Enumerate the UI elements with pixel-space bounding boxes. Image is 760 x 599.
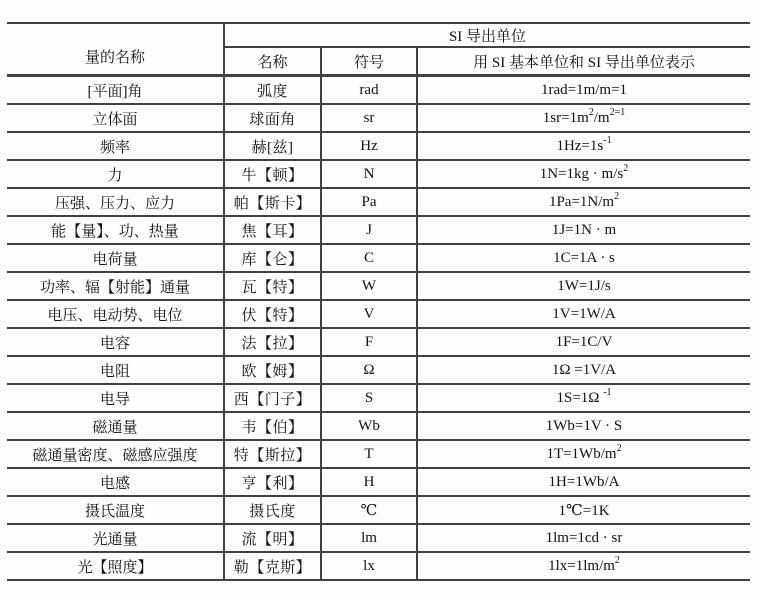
unit-symbol-cell: lx — [321, 552, 417, 580]
quantity-cell: 压强、压力、应力 — [7, 188, 224, 216]
unit-name-cell: 亨【利】 — [224, 468, 321, 496]
table-row — [7, 412, 750, 440]
unit-symbol-cell: Pa — [321, 188, 417, 216]
unit-expression-cell: 1rad=1m/m=1 — [417, 76, 750, 105]
unit-expression-cell: 1C=1A · s — [417, 244, 750, 272]
unit-symbol-cell: V — [321, 300, 417, 328]
unit-name-cell: 欧【姆】 — [224, 356, 321, 384]
quantity-cell: 立体面 — [7, 104, 224, 132]
unit-symbol-cell: rad — [321, 76, 417, 105]
unit-symbol-cell: H — [321, 468, 417, 496]
table-row — [7, 104, 750, 132]
quantity-cell: 磁通量 — [7, 412, 224, 440]
quantity-cell: 摄氏温度 — [7, 496, 224, 524]
unit-name-cell: 特【斯拉】 — [224, 440, 321, 468]
table-row — [7, 524, 750, 552]
table-row — [7, 188, 750, 216]
table-row — [7, 552, 750, 580]
unit-symbol-cell: C — [321, 244, 417, 272]
quantity-cell: [平面]角 — [7, 76, 224, 105]
unit-symbol-cell: Hz — [321, 132, 417, 160]
unit-expression-cell: 1F=1C/V — [417, 328, 750, 356]
unit-expression-cell: $1sr=1m^2/m^{2=1}$ — [417, 104, 750, 132]
unit-expression-cell: $1Pa=1N/m^2$ — [417, 188, 750, 216]
unit-expression-cell: 1H=1Wb/A — [417, 468, 750, 496]
unit-symbol-cell: S — [321, 384, 417, 412]
quantity-cell: 磁通量密度、磁感应强度 — [7, 440, 224, 468]
unit-symbol-cell: J — [321, 216, 417, 244]
header-unit-symbol: 符号 — [321, 47, 417, 76]
table-row — [7, 468, 750, 496]
unit-name-cell: 牛【顿】 — [224, 160, 321, 188]
table-row — [7, 76, 750, 105]
table-row — [7, 132, 750, 160]
unit-expression-cell: 1Wb=1V · S — [417, 412, 750, 440]
si-derived-units-table — [7, 22, 750, 581]
unit-expression-cell: 1lm=1cd · sr — [417, 524, 750, 552]
quantity-cell: 能【量】、功、热量 — [7, 216, 224, 244]
unit-name-cell: 法【拉】 — [224, 328, 321, 356]
unit-name-cell: 摄氏度 — [224, 496, 321, 524]
table-row — [7, 244, 750, 272]
unit-name-cell: 帕【斯卡】 — [224, 188, 321, 216]
quantity-cell: 频率 — [7, 132, 224, 160]
unit-expression-cell: $1T=1Wb/m^2$ — [417, 440, 750, 468]
table-row — [7, 160, 750, 188]
quantity-cell: 电导 — [7, 384, 224, 412]
table-row — [7, 356, 750, 384]
quantity-cell: 电压、电动势、电位 — [7, 300, 224, 328]
quantity-cell: 力 — [7, 160, 224, 188]
quantity-cell: 电阻 — [7, 356, 224, 384]
unit-symbol-cell: N — [321, 160, 417, 188]
quantity-cell: 电容 — [7, 328, 224, 356]
table-row — [7, 272, 750, 300]
header-row-group — [7, 23, 750, 47]
unit-name-cell: 西【门子】 — [224, 384, 321, 412]
unit-expression-cell: $1N=1kg \cdot m/s^2$ — [417, 160, 750, 188]
unit-name-cell: 库【仑】 — [224, 244, 321, 272]
header-unit-name: 名称 — [224, 47, 321, 76]
header-si-derived-units: SI 导出单位 — [224, 23, 750, 47]
unit-name-cell: 流【明】 — [224, 524, 321, 552]
header-quantity: 量的名称 — [7, 23, 224, 76]
table-row — [7, 216, 750, 244]
unit-expression-cell: 1℃=1K — [417, 496, 750, 524]
table-row — [7, 440, 750, 468]
unit-expression-cell: $1Hz=1s^{-1}$ — [417, 132, 750, 160]
unit-symbol-cell: Ω — [321, 356, 417, 384]
table-body — [7, 76, 750, 581]
quantity-cell: 光【照度】 — [7, 552, 224, 580]
table-row — [7, 300, 750, 328]
unit-name-cell: 韦【伯】 — [224, 412, 321, 440]
quantity-cell: 功率、辐【射能】通量 — [7, 272, 224, 300]
unit-symbol-cell: Wb — [321, 412, 417, 440]
unit-symbol-cell: T — [321, 440, 417, 468]
unit-symbol-cell: ℃ — [321, 496, 417, 524]
table-row — [7, 328, 750, 356]
unit-name-cell: 伏【特】 — [224, 300, 321, 328]
quantity-cell: 光通量 — [7, 524, 224, 552]
unit-name-cell: 球面角 — [224, 104, 321, 132]
unit-name-cell: 焦【耳】 — [224, 216, 321, 244]
unit-name-cell: 弧度 — [224, 76, 321, 105]
unit-expression-cell: 1V=1W/A — [417, 300, 750, 328]
unit-expression-cell: 1J=1N · m — [417, 216, 750, 244]
unit-name-cell: 赫[兹] — [224, 132, 321, 160]
unit-name-cell: 瓦【特】 — [224, 272, 321, 300]
table-row — [7, 384, 750, 412]
unit-expression-cell: 1S=1Ω $^{-1}$ — [417, 384, 750, 412]
quantity-cell: 电感 — [7, 468, 224, 496]
unit-symbol-cell: sr — [321, 104, 417, 132]
quantity-cell: 电荷量 — [7, 244, 224, 272]
unit-symbol-cell: lm — [321, 524, 417, 552]
unit-symbol-cell: W — [321, 272, 417, 300]
table-row — [7, 496, 750, 524]
unit-expression-cell: 1W=1J/s — [417, 272, 750, 300]
unit-expression-cell: $1lx=1lm/m^2$ — [417, 552, 750, 580]
unit-symbol-cell: F — [321, 328, 417, 356]
unit-name-cell: 勒【克斯】 — [224, 552, 321, 580]
header-expression: 用 SI 基本单位和 SI 导出单位表示 — [417, 47, 750, 76]
unit-expression-cell: 1Ω =1V/A — [417, 356, 750, 384]
